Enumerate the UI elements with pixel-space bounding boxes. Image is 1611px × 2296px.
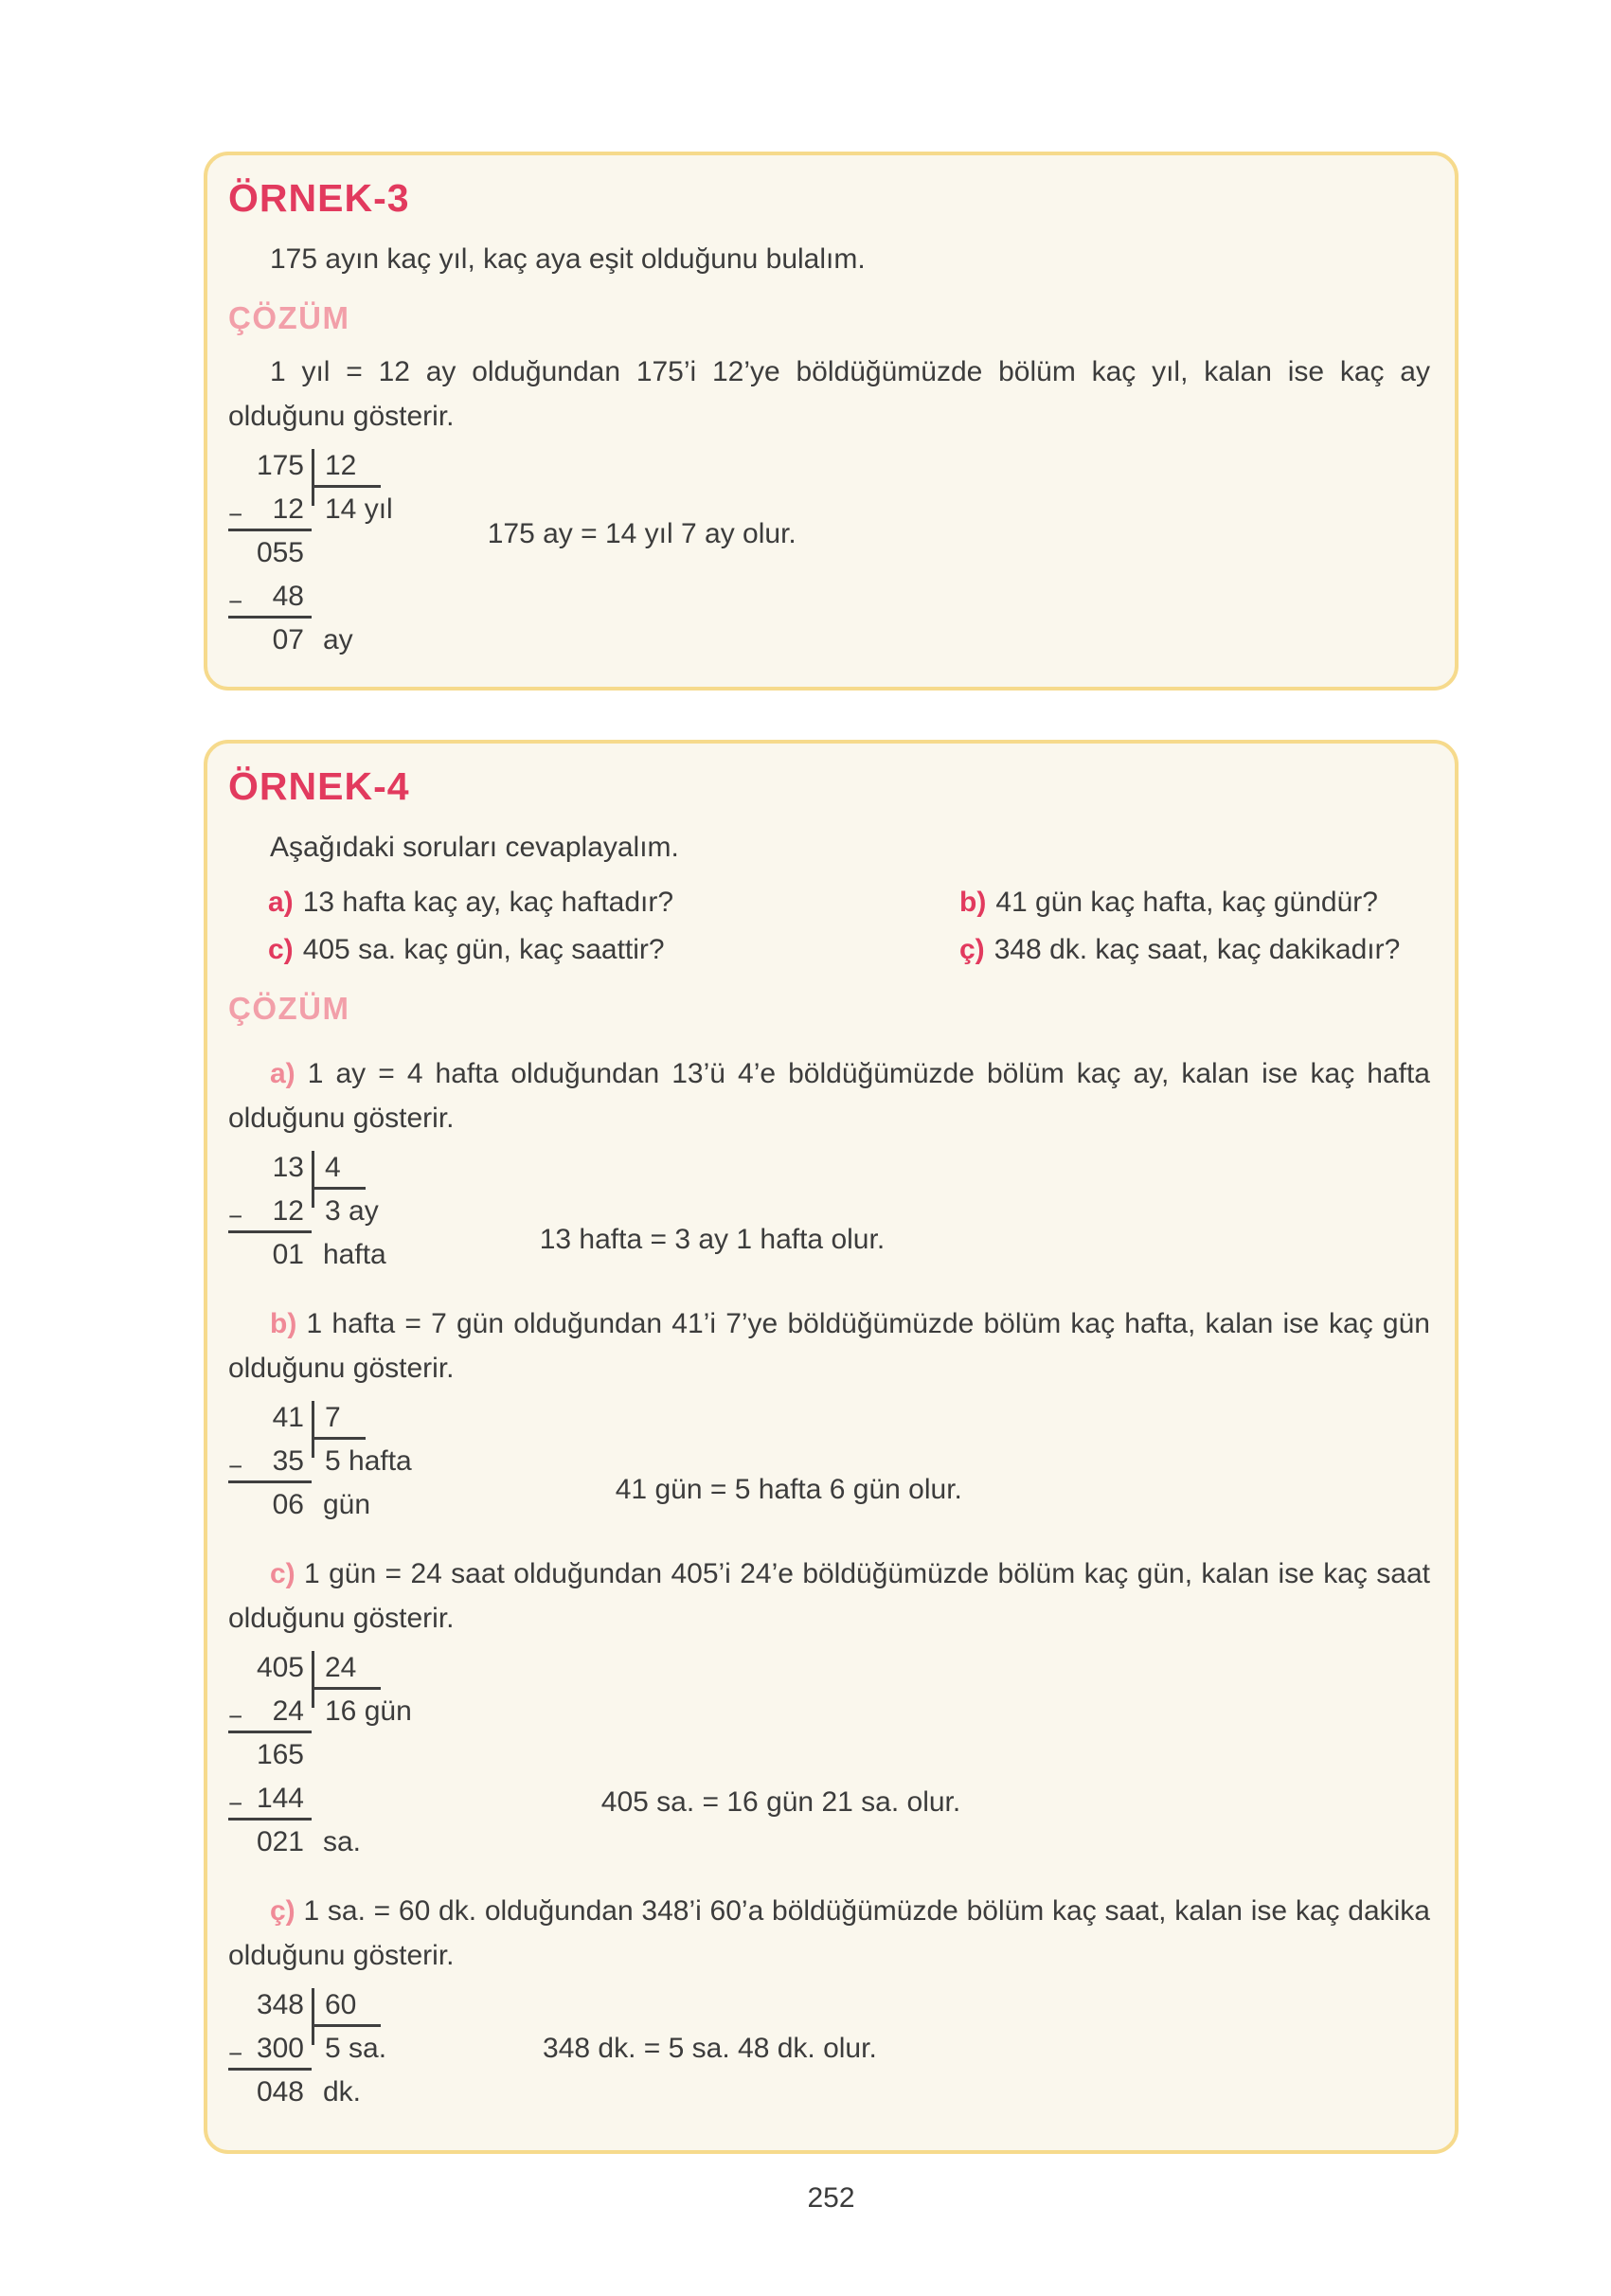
step-unit: dk. [323,2076,362,2108]
part-solution-row [228,1983,1430,2114]
dividend-value: 41 [272,1402,304,1433]
minus-sign: − [228,1452,243,1480]
division-vertical-line [312,1151,314,1208]
ornek3-explanation: 1 yıl = 12 ay olduğundan 175’i 12’ye böldüğümüzde bölüm kaç yıl, kalan ise kaç ay olduğunu gösterir. [228,356,1430,432]
question-text: 13 hafta kaç ay, kaç haftadır? [302,887,674,918]
division-right-column [312,1146,379,1233]
ornek3-title: ÖRNEK-3 [228,176,410,220]
step-value: 12 [272,1195,304,1227]
part-label: ç) [270,1895,295,1927]
step-value: 048 [256,2076,304,2108]
minus-sign: − [228,1789,243,1818]
question-text: 405 sa. kaç gün, kaç saattir? [302,934,665,965]
ornek3-solution-row [228,444,1430,662]
part-explanation: ç) 1 sa. = 60 dk. olduğundan 348’i 60’a böldüğümüzde bölüm kaç saat, kalan ise kaç dakika olduğunu gösterir. [228,1895,1430,1971]
solution-part-a [228,1051,1430,1277]
division-step-subtract [228,1690,312,1733]
division-left-column [228,444,353,662]
division-vertical-line [312,1651,314,1708]
question-label: c) [268,934,294,965]
question-item-ç [959,934,1430,966]
step-value: 12 [272,493,304,525]
ornek4-cozum-label: ÇÖZÜM [228,991,350,1026]
dividend-row [228,444,312,488]
question-item-c [268,934,959,966]
minus-sign: − [228,2039,243,2068]
division-step-remainder [228,2071,362,2114]
ornek3-result: 175 ay = 14 yıl 7 ay olur. [487,518,797,549]
part-explanation: b) 1 hafta = 7 gün olduğundan 41’i 7’ye böldüğümüzde bölüm kaç hafta, kalan ise kaç gün olduğunu gösterir. [228,1308,1430,1384]
step-unit: ay [323,624,353,655]
division-step-subtract [228,1190,312,1233]
dividend-value: 13 [272,1152,304,1183]
example-box-ornek3 [204,152,1459,691]
part-solution-row [228,1396,1430,1527]
division-step-remainder [228,1821,362,1864]
step-value: 06 [272,1489,304,1520]
division-left-column [228,1646,362,1864]
part-result: 41 gün = 5 hafta 6 gün olur. [615,1474,962,1505]
long-division-405-24 [228,1646,412,1864]
solution-part-ç [228,1889,1430,2114]
divisor-value: 4 [312,1146,366,1190]
question-text: 348 dk. kaç saat, kaç dakikadır? [993,934,1401,965]
step-value: 24 [272,1695,304,1727]
ornek3-statement: 175 ayın kaç yıl, kaç aya eşit olduğunu bulalım. [270,243,866,275]
solution-part-b [228,1301,1430,1527]
long-division-41-7 [228,1396,412,1527]
solution-part-c [228,1552,1430,1864]
dividend-value: 405 [256,1652,304,1683]
division-step-remainder [228,619,353,662]
step-value: 055 [256,537,304,568]
step-unit: gün [323,1489,371,1520]
dividend-row [228,1646,312,1690]
question-item-a [268,887,959,919]
part-label: b) [270,1308,297,1339]
part-result: 348 dk. = 5 sa. 48 dk. olur. [543,2033,877,2064]
minus-sign: − [228,500,243,529]
division-right-column [312,1646,412,1733]
question-text: 41 gün kaç hafta, kaç gündür? [995,887,1378,918]
page-number: 252 [807,2182,855,2214]
step-value: 165 [256,1739,304,1770]
part-solution-row [228,1146,1430,1277]
division-right-column [312,1396,412,1483]
division-step-subtract [228,575,312,619]
quotient-value: 14 yıl [325,493,393,525]
long-division-348-60 [228,1983,386,2114]
division-step-subtract [228,1777,312,1821]
question-list [268,887,1430,966]
divisor-value: 12 [312,444,381,488]
minus-sign: − [228,1702,243,1731]
division-vertical-line [312,1988,314,2045]
part-explanation: c) 1 gün = 24 saat olduğundan 405’i 24’e böldüğümüzde bölüm kaç gün, kalan ise kaç saat olduğunu gösterir. [228,1558,1430,1634]
divisor-value: 7 [312,1396,366,1440]
long-division-13-4 [228,1146,386,1277]
division-step-subtract [228,488,312,531]
dividend-value: 348 [256,1989,304,2020]
step-value: 48 [272,581,304,612]
step-unit: hafta [323,1239,386,1270]
question-label: b) [959,887,987,918]
quotient-value: 5 sa. [325,2033,387,2064]
step-value: 01 [272,1239,304,1270]
division-step-bring [228,531,312,575]
part-label: c) [270,1558,295,1589]
part-result: 13 hafta = 3 ay 1 hafta olur. [539,1224,886,1255]
minus-sign: − [228,587,243,616]
step-value: 300 [256,2033,304,2064]
dividend-row [228,1146,312,1190]
ornek4-title: ÖRNEK-4 [228,764,410,808]
step-unit: sa. [323,1826,362,1857]
division-step-remainder [228,1483,371,1527]
example-box-ornek4 [204,740,1459,2154]
part-label: a) [270,1058,295,1089]
division-vertical-line [312,449,314,506]
division-right-column [312,1983,386,2071]
ornek4-statement: Aşağıdaki soruları cevaplayalım. [270,832,679,863]
division-step-remainder [228,1233,386,1277]
division-right-column [312,444,393,531]
minus-sign: − [228,1202,243,1230]
step-value: 144 [256,1783,304,1814]
divisor-value: 60 [312,1983,381,2027]
division-vertical-line [312,1401,314,1458]
part-solution-row [228,1646,1430,1864]
part-result: 405 sa. = 16 gün 21 sa. olur. [600,1786,961,1818]
long-division-175-12 [228,444,393,662]
quotient-value: 5 hafta [325,1445,412,1477]
question-label: ç) [959,934,985,965]
question-item-b [959,887,1430,919]
solution-parts [228,1051,1430,2114]
quotient-value: 3 ay [325,1195,379,1227]
division-step-bring [228,1733,312,1777]
dividend-row [228,1396,312,1440]
dividend-value: 175 [256,450,304,481]
question-label: a) [268,887,294,918]
division-step-subtract [228,1440,312,1483]
ornek3-cozum-label: ÇÖZÜM [228,300,350,335]
divisor-value: 24 [312,1646,381,1690]
step-value: 35 [272,1445,304,1477]
division-step-subtract [228,2027,312,2071]
quotient-value: 16 gün [325,1695,412,1727]
step-value: 021 [256,1826,304,1857]
step-value: 07 [272,624,304,655]
dividend-row [228,1983,312,2027]
part-explanation: a) 1 ay = 4 hafta olduğundan 13’ü 4’e böldüğümüzde bölüm kaç ay, kalan ise kaç hafta olduğunu gösterir. [228,1058,1430,1134]
